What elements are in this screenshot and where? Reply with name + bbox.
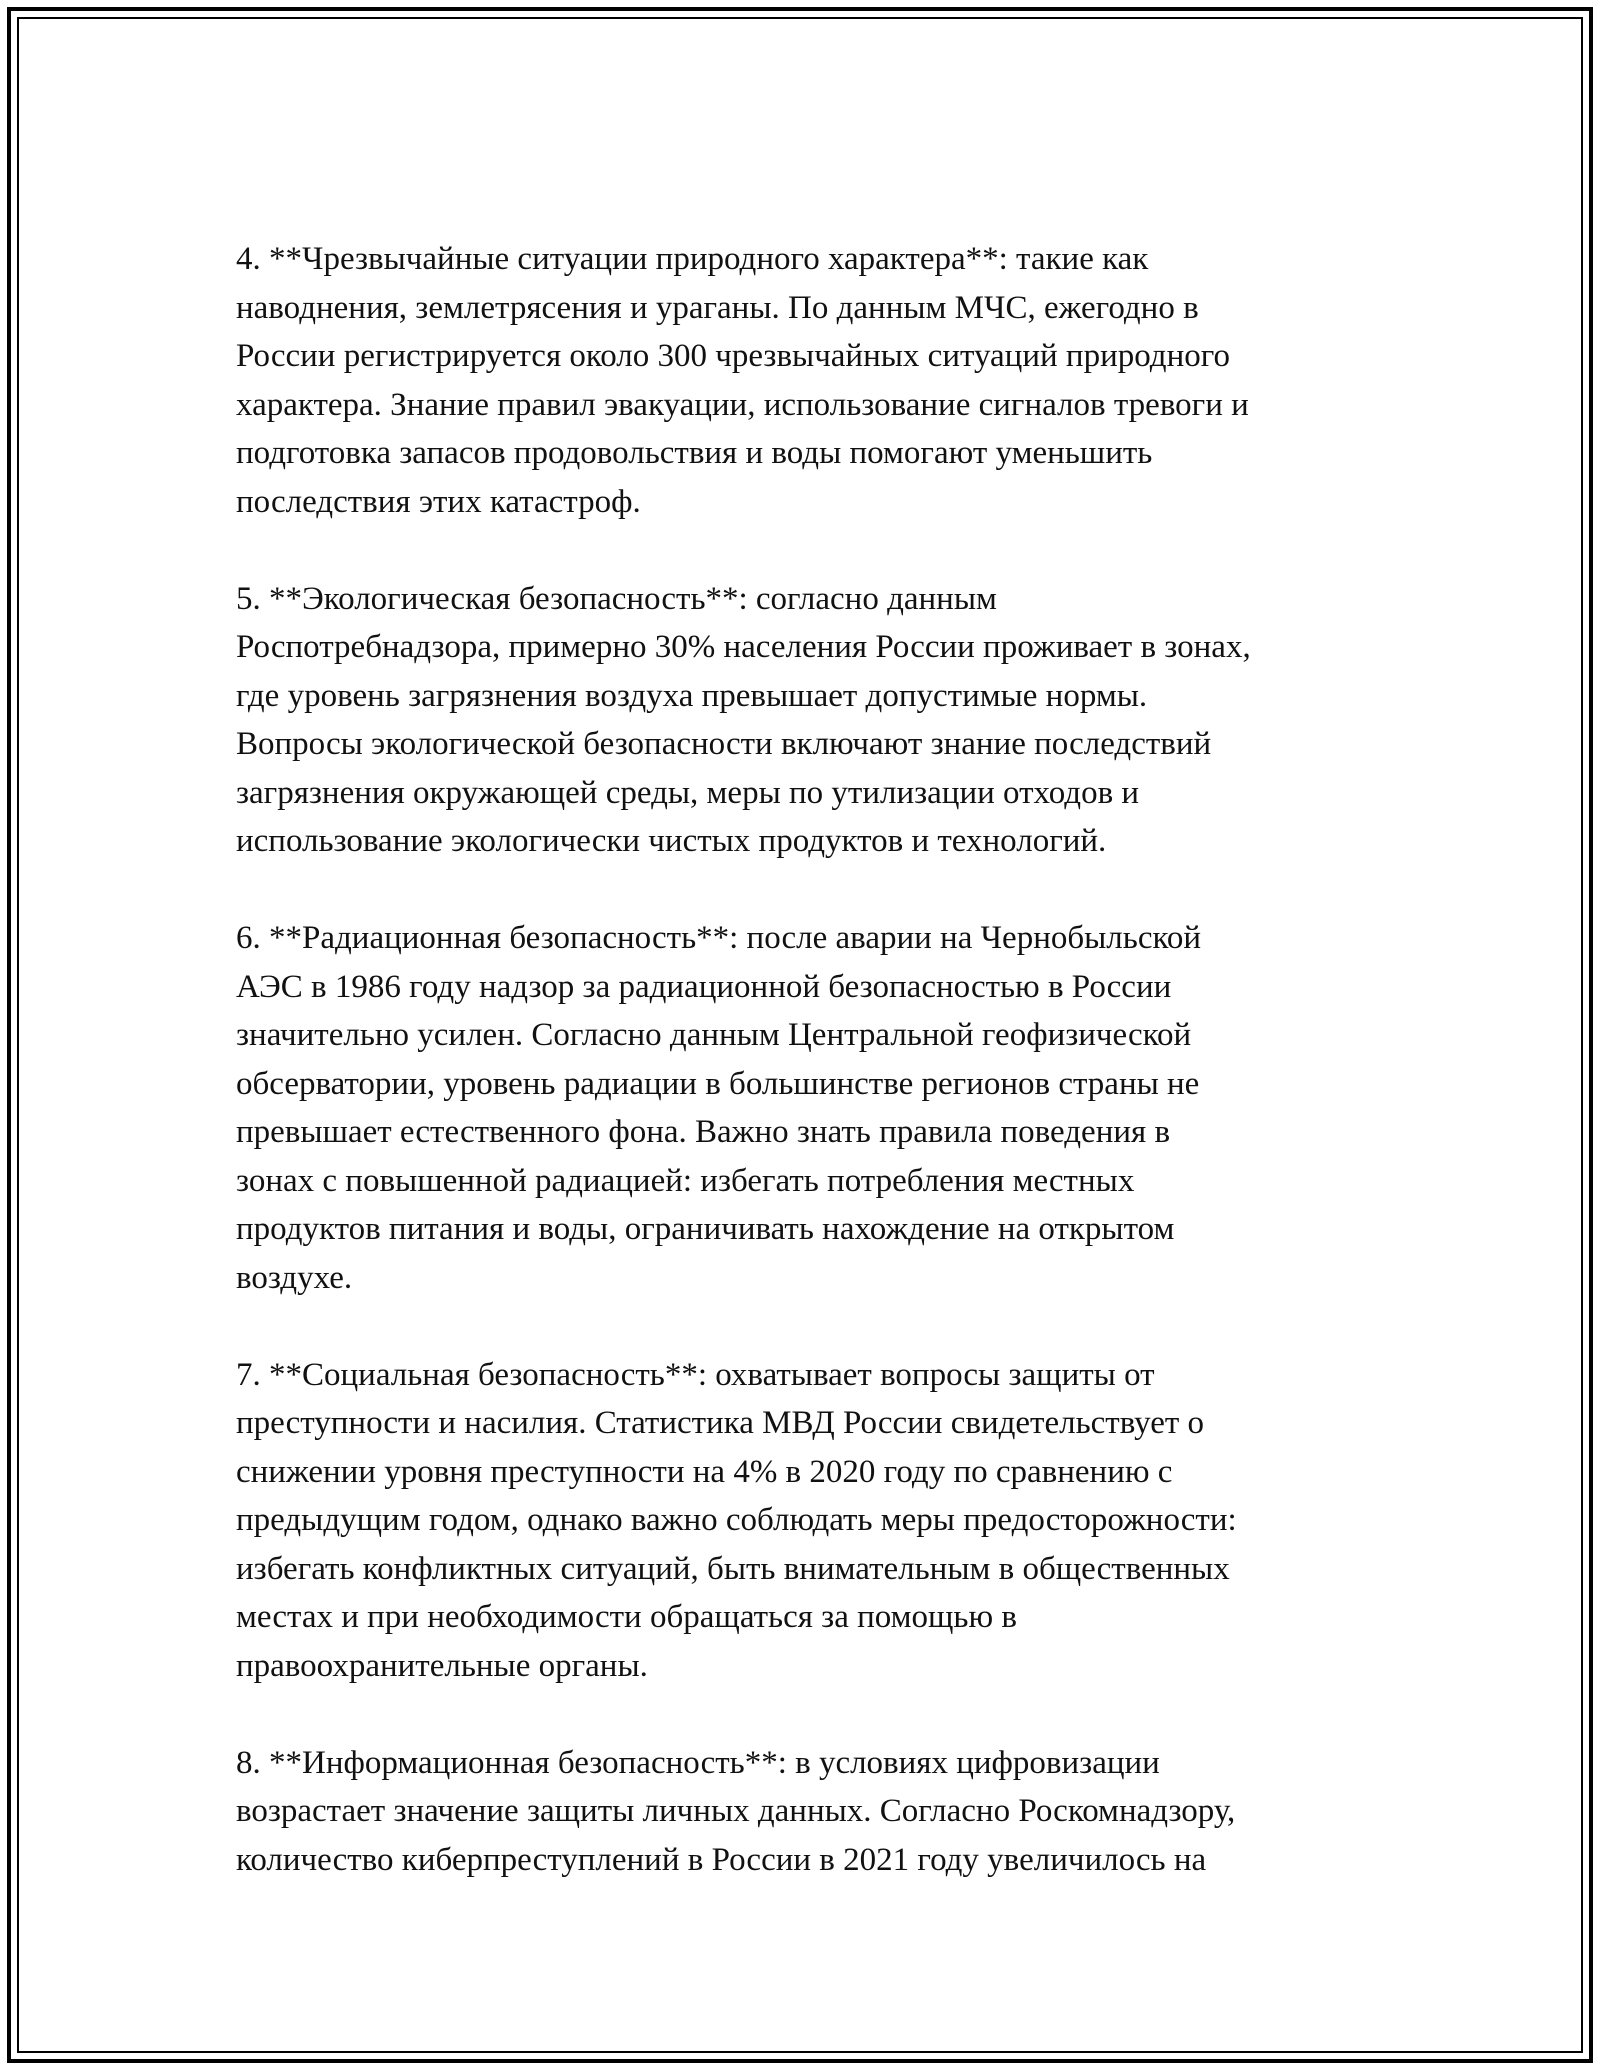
paragraph-radiation-safety <box>236 914 1386 1302</box>
text-line: предыдущим годом, однако важно соблюдать меры предосторожности: <box>236 1502 1237 1538</box>
text-line: где уровень загрязнения воздуха превышает допустимые нормы. <box>236 677 1148 714</box>
paragraph-social-safety <box>236 1351 1386 1691</box>
text-line: снижении уровня преступности на 4% в 2020 году по сравнению с <box>236 1453 1173 1490</box>
text-line: возрастает значение защиты личных данных. Согласно Роскомнадзору, <box>236 1793 1236 1829</box>
text-line: зонах с повышенной радиацией: избегать потребления местных <box>236 1162 1135 1199</box>
text-line: 8. **Информационная безопасность**: в условиях цифровизации <box>236 1744 1160 1781</box>
text-line: местах и при необходимости обращаться за помощью в <box>236 1599 1017 1635</box>
text-line: количество киберпреступлений в России в 2021 году увеличилось на <box>236 1841 1207 1878</box>
text-line: 7. **Социальная безопасность**: охватывает вопросы защиты от <box>236 1356 1155 1393</box>
text-line: Роспотребнадзора, примерно 30% населения России проживает в зонах, <box>236 629 1251 665</box>
text-line: использование экологически чистых продуктов и технологий. <box>236 823 1107 859</box>
text-line: подготовка запасов продовольствия и воды помогают уменьшить <box>236 435 1153 471</box>
text-line: обсерватории, уровень радиации в большинстве регионов страны не <box>236 1065 1200 1102</box>
paragraph-ecological-safety <box>236 575 1386 866</box>
text-line: загрязнения окружающей среды, меры по утилизации отходов и <box>236 774 1140 811</box>
text-line: последствия этих катастроф. <box>236 483 641 520</box>
text-line: продуктов питания и воды, ограничивать нахождение на открытом <box>236 1211 1175 1247</box>
text-line: превышает естественного фона. Важно знать правила поведения в <box>236 1114 1171 1150</box>
text-line: преступности и насилия. Статистика МВД России свидетельствует о <box>236 1405 1205 1441</box>
text-line: Вопросы экологической безопасности включают знание последствий <box>236 726 1212 762</box>
document-body <box>236 235 1386 1933</box>
text-line: воздухе. <box>236 1259 353 1296</box>
text-line: 5. **Экологическая безопасность**: согласно данным <box>236 580 997 617</box>
paragraph-information-security <box>236 1739 1386 1885</box>
paragraph-natural-emergencies <box>236 235 1386 526</box>
text-line: 4. **Чрезвычайные ситуации природного характера**: такие как <box>236 241 1149 277</box>
text-line: избегать конфликтных ситуаций, быть внимательным в общественных <box>236 1550 1230 1587</box>
text-line: наводнения, землетрясения и ураганы. По данным МЧС, ежегодно в <box>236 289 1199 326</box>
text-line: характера. Знание правил эвакуации, использование сигналов тревоги и <box>236 386 1249 423</box>
text-line: значительно усилен. Согласно данным Центральной геофизической <box>236 1017 1192 1053</box>
text-line: АЭС в 1986 году надзор за радиационной безопасностью в России <box>236 968 1172 1005</box>
text-line: России регистрируется около 300 чрезвычайных ситуаций природного <box>236 338 1230 374</box>
text-line: правоохранительные органы. <box>236 1647 648 1684</box>
text-line: 6. **Радиационная безопасность**: после аварии на Чернобыльской <box>236 920 1201 956</box>
